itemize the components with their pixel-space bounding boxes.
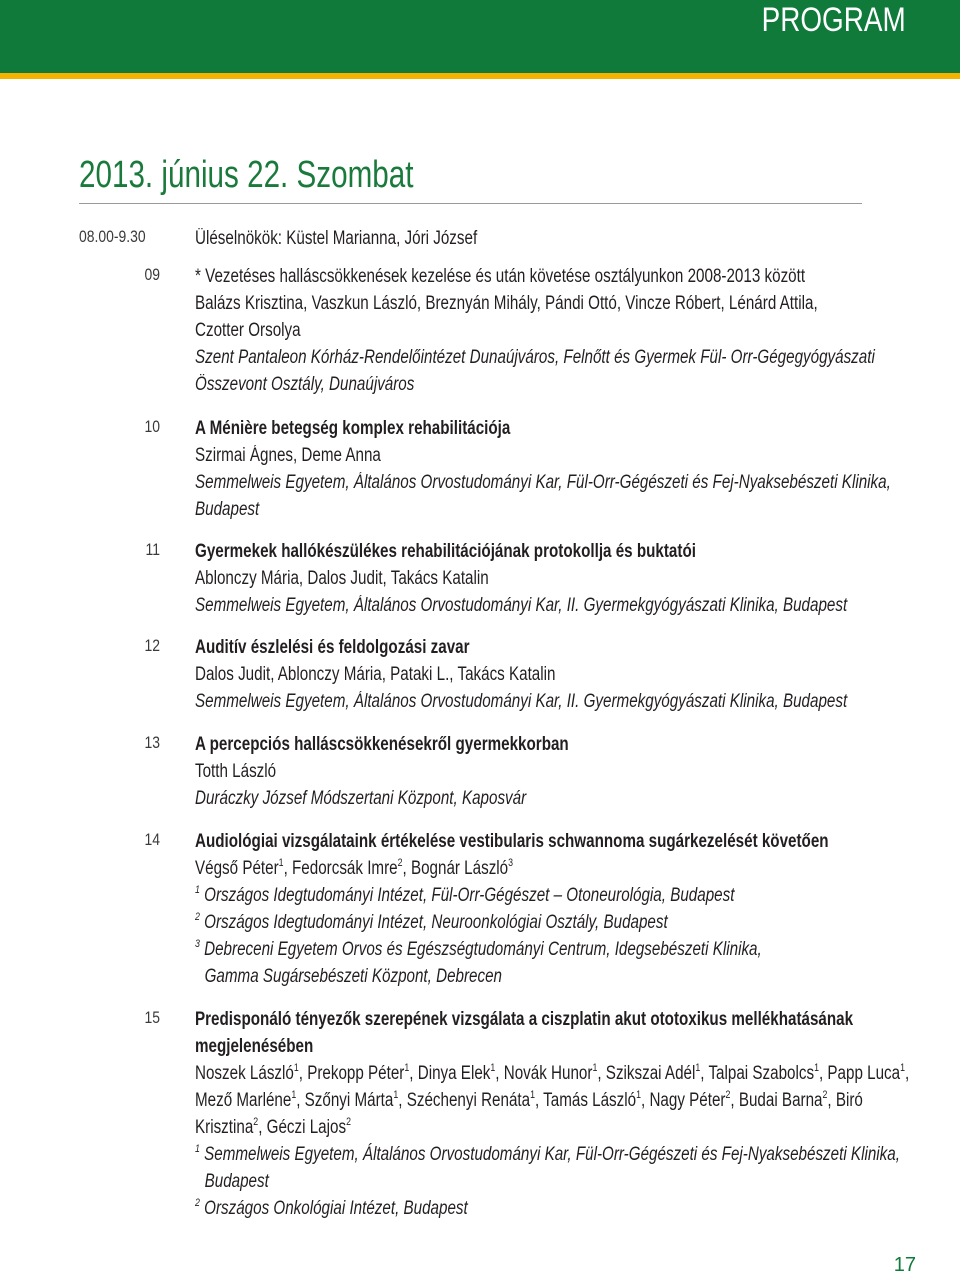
author-affiliation-mark: 2 (397, 856, 403, 869)
session-chairs: Üléselnökök: Küstel Marianna, Jóri József (195, 228, 478, 249)
author-affiliation-mark: 2 (346, 1115, 351, 1128)
author-affiliation-mark: 1 (530, 1088, 535, 1101)
talk-authors: Ablonczy Mária, Dalos Judit, Takács Katalin (195, 568, 489, 589)
header-title: PROGRAM (761, 1, 906, 39)
author-name: Talpai Szabolcs (708, 1063, 815, 1084)
author-name: Krisztina (195, 1117, 254, 1138)
author-affiliation-mark: 1 (490, 1061, 496, 1074)
author-name: Budai Barna (738, 1090, 823, 1111)
talk-content (195, 1006, 955, 1222)
talk-authors-cont: Czotter Orsolya (195, 320, 301, 341)
talk-title: Auditív észlelési és feldolgozási zavar (195, 637, 470, 658)
author-name: Tamás László (543, 1090, 637, 1111)
institution-text: Debreceni Egyetem Orvos és Egészségtudományi Centrum, Idegsebészeti Klinika, (204, 939, 762, 960)
author-affiliation-mark: 2 (822, 1088, 828, 1101)
talk-institution-cont: Gamma Sugársebészeti Központ, Debrecen (204, 966, 503, 987)
talk-authors-cont: Krisztina$^2$, Géczi Lajos$^2$ (195, 1115, 351, 1138)
affiliation-mark: 1 (195, 883, 200, 896)
talk-authors: Dalos Judit, Ablonczy Mária, Pataki L., Takács Katalin (195, 664, 556, 685)
talk-number: 09 (144, 265, 160, 284)
author-name: Prekopp Péter (307, 1063, 405, 1084)
talk-institution: Duráczky József Módszertani Központ, Kaposvár (195, 788, 527, 809)
talk-institution (195, 1141, 900, 1168)
session-time: 08.00-9.30 (79, 227, 146, 246)
institution-text: Országos Onkológiai Intézet, Budapest (204, 1198, 468, 1219)
talk-content (195, 828, 955, 990)
author-name: Fedorcsák Imre (292, 858, 398, 879)
author-name: Dinya Elek (417, 1063, 491, 1084)
author-affiliation-mark: 1 (695, 1061, 701, 1074)
page-number: 17 (893, 1254, 916, 1276)
author-name: Széchenyi Renáta (406, 1090, 531, 1111)
author-affiliation-mark: 1 (293, 1061, 299, 1074)
author-name: Szőnyi Márta (304, 1090, 394, 1111)
affiliation-mark: 2 (195, 910, 200, 923)
talk-content (195, 538, 955, 619)
author-affiliation-mark: 1 (814, 1061, 819, 1074)
talk-content (195, 415, 955, 523)
author-name: Géczi Lajos (266, 1117, 347, 1138)
talk-institution (195, 1195, 803, 1222)
author-affiliation-mark: 2 (725, 1088, 731, 1101)
talk-number: 11 (145, 540, 160, 559)
talk-authors-cont: Mező Marléne$^1$, Szőnyi Márta$^1$, Széchenyi Renáta$^1$, Tamás László$^1$, Nagy Péter$^2$, Budai Barna$^2$, Biró (195, 1088, 863, 1111)
talk-number: 10 (144, 417, 160, 436)
header-stripe (0, 73, 960, 79)
talk-authors: Balázs Krisztina, Vaszkun László, Breznyán Mihály, Pándi Ottó, Vincze Róbert, Lénárd Attila, (195, 293, 818, 314)
author-affiliation-mark: 2 (253, 1115, 259, 1128)
talk-title: Gyermekek hallókészülékes rehabilitációjának protokollja és buktatói (195, 541, 696, 562)
author-name: Papp Luca (827, 1063, 901, 1084)
page-title: 2013. június 22. Szombat (79, 154, 414, 196)
divider (79, 203, 862, 204)
affiliation-mark: 3 (195, 937, 200, 950)
talk-institution-cont: Budapest (204, 1171, 269, 1192)
talk-authors: Noszek László$^1$, Prekopp Péter$^1$, Dinya Elek$^1$, Novák Hunor$^1$, Szikszai Adél$^1$, Talpai Szabolcs$^1$, Papp Luca$^1$, (195, 1061, 910, 1084)
author-name: Mező Marléne (195, 1090, 292, 1111)
talk-title: Audiológiai vizsgálataink értékelése vestibularis schwannoma sugárkezelését követően (195, 831, 829, 852)
talk-institution (195, 882, 803, 909)
author-name: Szikszai Adél (605, 1063, 696, 1084)
author-affiliation-mark: 1 (592, 1061, 598, 1074)
talk-title: * Vezetéses halláscsökkenések kezelése és után követése osztályunkon 2008-2013 között (195, 266, 806, 287)
talk-authors: Szirmai Ágnes, Deme Anna (195, 445, 381, 466)
talk-institution-cont: Budapest (195, 499, 260, 520)
talk-institution: Szent Pantaleon Kórház-Rendelőintézet Dunaújváros, Felnőtt és Gyermek Fül- Orr-Gégegyógyászati (195, 347, 875, 368)
author-affiliation-mark: 1 (278, 856, 284, 869)
talk-title: A Ménière betegség komplex rehabilitációja (195, 418, 511, 439)
talk-content (195, 731, 955, 812)
author-name: Novák Hunor (503, 1063, 593, 1084)
author-name: Végső Péter (195, 858, 279, 879)
talk-content (195, 634, 955, 715)
talk-number: 15 (144, 1008, 160, 1027)
talk-title-cont: megjelenésében (195, 1036, 314, 1057)
talk-title: A percepciós halláscsökkenésekről gyermekkorban (195, 734, 569, 755)
author-name: Biró (835, 1090, 863, 1111)
institution-text: Országos Idegtudományi Intézet, Fül-Orr-Gégészet – Otoneurológia, Budapest (204, 885, 735, 906)
talk-institution: Semmelweis Egyetem, Általános Orvostudományi Kar, Fül-Orr-Gégészeti és Fej-Nyaksebészeti Klinika, (195, 472, 891, 493)
talk-authors: Végső Péter$^1$, Fedorcsák Imre$^2$, Bognár László$^3$ (195, 856, 514, 879)
institution-text: Semmelweis Egyetem, Általános Orvostudományi Kar, Fül-Orr-Gégészeti és Fej-Nyaksebészeti Klinika, (204, 1144, 900, 1165)
author-name: Noszek László (195, 1063, 294, 1084)
talk-content (195, 263, 955, 398)
author-name: Nagy Péter (649, 1090, 726, 1111)
talk-institution (195, 936, 803, 963)
author-affiliation-mark: 1 (900, 1061, 905, 1074)
author-affiliation-mark: 1 (636, 1088, 641, 1101)
talk-number: 12 (144, 636, 160, 655)
talk-institution (195, 909, 803, 936)
talk-institution-cont: Összevont Osztály, Dunaújváros (195, 374, 415, 395)
affiliation-mark: 1 (195, 1142, 200, 1155)
talk-number: 14 (144, 830, 160, 849)
talk-number: 13 (144, 733, 160, 752)
affiliation-mark: 2 (195, 1196, 200, 1209)
institution-text: Országos Idegtudományi Intézet, Neuroonkológiai Osztály, Budapest (204, 912, 668, 933)
author-affiliation-mark: 1 (393, 1088, 399, 1101)
talk-title: Predisponáló tényezők szerepének vizsgálata a ciszplatin akut ototoxikus mellékhatásának (195, 1009, 854, 1030)
session-content (195, 225, 955, 252)
author-affiliation-mark: 1 (404, 1061, 410, 1074)
author-name: Bognár László (410, 858, 509, 879)
author-affiliation-mark: 3 (508, 856, 514, 869)
talk-institution: Semmelweis Egyetem, Általános Orvostudományi Kar, II. Gyermekgyógyászati Klinika, Budapest (195, 691, 848, 712)
author-affiliation-mark: 1 (291, 1088, 297, 1101)
talk-institution: Semmelweis Egyetem, Általános Orvostudományi Kar, II. Gyermekgyógyászati Klinika, Budapest (195, 595, 848, 616)
talk-authors: Totth László (195, 761, 277, 782)
